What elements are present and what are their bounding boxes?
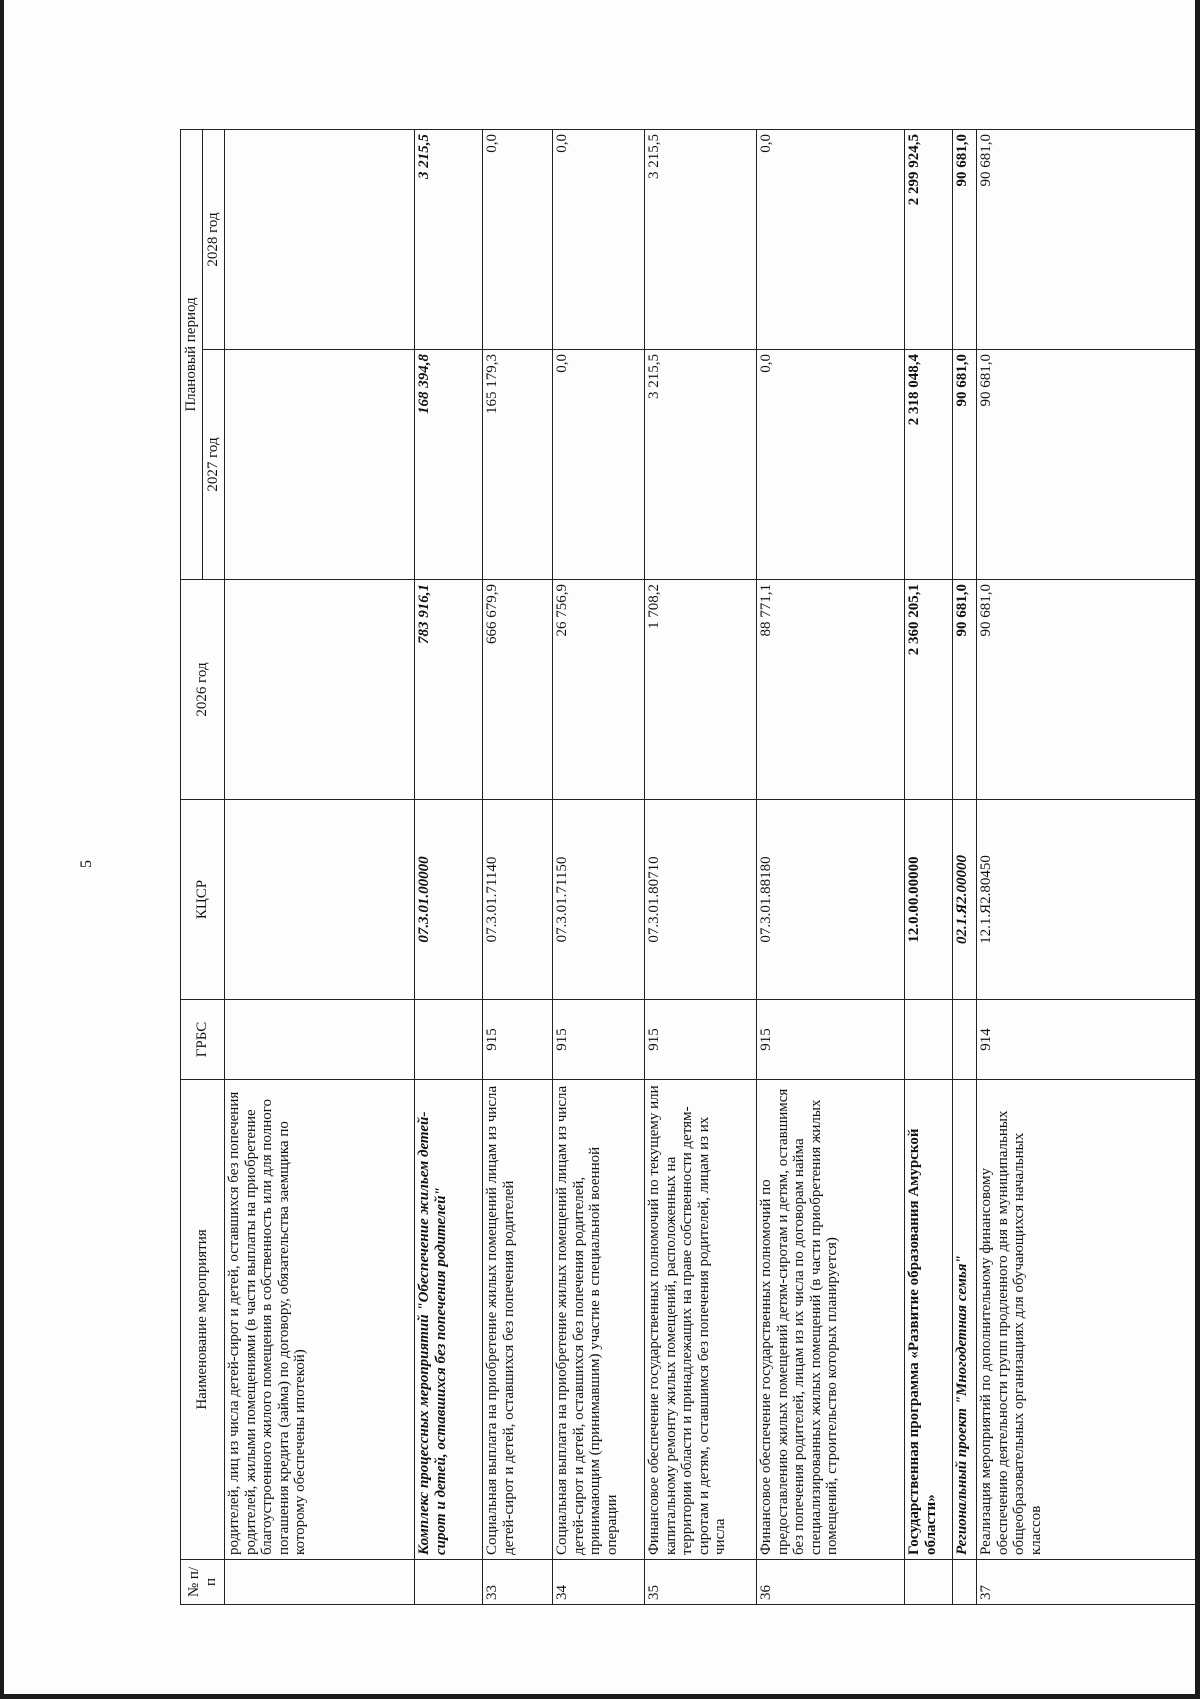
cell-kcsr: 12.0.00.00000 (905, 800, 953, 1000)
cell-grbs (225, 1000, 415, 1080)
cell-2026: 1 708,2 (645, 580, 757, 800)
cell-2028: 3 215,5 (415, 129, 483, 349)
cell-name: Социальная выплата на приобретение жилых помещений лицам из числа детей-сирот и детей, оставшихся без попечения родителей (483, 1080, 553, 1560)
cell-name: Комплекс процессных мероприятий "Обеспечение жильем детей-сирот и детей, оставшихся без попечения родителей" (415, 1080, 483, 1560)
cell-kcsr: 02.1.Я2.00000 (953, 800, 977, 1000)
cell-kcsr: 07.3.01.71150 (553, 800, 645, 1000)
cell-2027: 90 681,0 (977, 350, 1200, 580)
cell-2028 (225, 129, 415, 349)
cell-2027: 0,0 (757, 350, 905, 580)
cell-2027: 168 394,8 (415, 350, 483, 580)
cell-no: 37 (977, 1560, 1200, 1605)
cell-no: 34 (553, 1560, 645, 1605)
cell-no (905, 1560, 953, 1605)
cell-no (953, 1560, 977, 1605)
header-2028: 2028 год (203, 129, 225, 349)
cell-2027 (225, 350, 415, 580)
header-name: Наименование мероприятия (181, 1080, 225, 1560)
header-planned-period: Плановый период (181, 129, 203, 579)
cell-no (225, 1560, 415, 1605)
table-row (553, 129, 645, 1604)
table-row (757, 129, 905, 1604)
cell-kcsr: 07.3.01.71140 (483, 800, 553, 1000)
cell-grbs: 915 (483, 1000, 553, 1080)
cell-2027: 0,0 (553, 350, 645, 580)
cell-2026: 90 681,0 (977, 580, 1200, 800)
cell-2026: 783 916,1 (415, 580, 483, 800)
cell-name: Государственная программа «Развитие образования Амурской области» (905, 1080, 953, 1560)
cell-2026: 666 679,9 (483, 580, 553, 800)
cell-grbs (953, 1000, 977, 1080)
cell-no (415, 1560, 483, 1605)
cell-kcsr: 07.3.01.80710 (645, 800, 757, 1000)
cell-2026: 26 756,9 (553, 580, 645, 800)
cell-2028: 2 299 924,5 (905, 129, 953, 349)
budget-table (180, 129, 1200, 1605)
cell-kcsr (225, 800, 415, 1000)
cell-grbs: 914 (977, 1000, 1200, 1080)
cell-grbs (905, 1000, 953, 1080)
table-row (483, 129, 553, 1604)
cell-name: Финансовое обеспечение государственных полномочий по текущему или капитальному ремонту жилых помещений, расположенных на территории области и принадлежащих на праве собственности детям-сиротам и детям, оставшимся без попечения родителей, лицам из их числа (645, 1080, 757, 1560)
rotated-table-container (180, 130, 1200, 1605)
cell-2027: 165 179,3 (483, 350, 553, 580)
header-grbs: ГРБС (181, 1000, 225, 1080)
cell-2026: 88 771,1 (757, 580, 905, 800)
cell-2026: 90 681,0 (953, 580, 977, 800)
cell-name: родителей, лиц из числа детей-сирот и детей, оставшихся без попечения родителей, жилыми помещениями (в части выплаты на приобретение благоустроенного жилого помещения в собственность или для полного погашения кредита (займа) по договору, обязательства заемщика по которому обеспечены ипотекой) (225, 1080, 415, 1560)
cell-name: Социальная выплата на приобретение жилых помещений лицам из числа детей-сирот и детей, оставшихся без попечения родителей, принимающим (принимавшим) участие в специальной военной операции (553, 1080, 645, 1560)
cell-kcsr: 12.1.Я2.80450 (977, 800, 1200, 1000)
cell-kcsr: 07.3.01.00000 (415, 800, 483, 1000)
cell-grbs (415, 1000, 483, 1080)
cell-no: 33 (483, 1560, 553, 1605)
table-row (415, 129, 483, 1604)
table-row (225, 129, 415, 1604)
cell-2026 (225, 580, 415, 800)
header-no: № п/п (181, 1560, 225, 1605)
cell-2028: 0,0 (553, 129, 645, 349)
header-2027: 2027 год (203, 350, 225, 580)
scan-border-bottom (0, 1694, 1200, 1699)
cell-name: Реализация мероприятий по дополнительному финансовому обеспечению деятельности групп продленного дня в муниципальных общеобразовательных организациях для обучающихся начальных классов (977, 1080, 1200, 1560)
header-2026: 2026 год (181, 580, 225, 800)
scan-border-left (0, 0, 4, 1699)
page-number: 5 (78, 860, 95, 868)
cell-2027: 2 318 048,4 (905, 350, 953, 580)
table-row (953, 129, 977, 1604)
cell-name: Финансовое обеспечение государственных полномочий по предоставлению жилых помещений детям-сиротам и детям, оставшимся без попечения родителей, лицам из их числа по договорам найма специализированных жилых помещений (в части приобретения жилых помещений, строительство которых планируется) (757, 1080, 905, 1560)
table-row (977, 129, 1200, 1604)
cell-2028: 90 681,0 (953, 129, 977, 349)
table-row (905, 129, 953, 1604)
cell-no: 35 (645, 1560, 757, 1605)
cell-2027: 90 681,0 (953, 350, 977, 580)
cell-2026: 2 360 205,1 (905, 580, 953, 800)
cell-grbs: 915 (553, 1000, 645, 1080)
cell-2027: 3 215,5 (645, 350, 757, 580)
cell-grbs: 915 (645, 1000, 757, 1080)
cell-kcsr: 07.3.01.88180 (757, 800, 905, 1000)
cell-2028: 0,0 (757, 129, 905, 349)
cell-grbs: 915 (757, 1000, 905, 1080)
cell-no: 36 (757, 1560, 905, 1605)
cell-name: Региональный проект "Многодетная семья" (953, 1080, 977, 1560)
cell-2028: 0,0 (483, 129, 553, 349)
cell-2028: 90 681,0 (977, 129, 1200, 349)
header-kcsr: КЦСР (181, 800, 225, 1000)
cell-2028: 3 215,5 (645, 129, 757, 349)
table-row (645, 129, 757, 1604)
